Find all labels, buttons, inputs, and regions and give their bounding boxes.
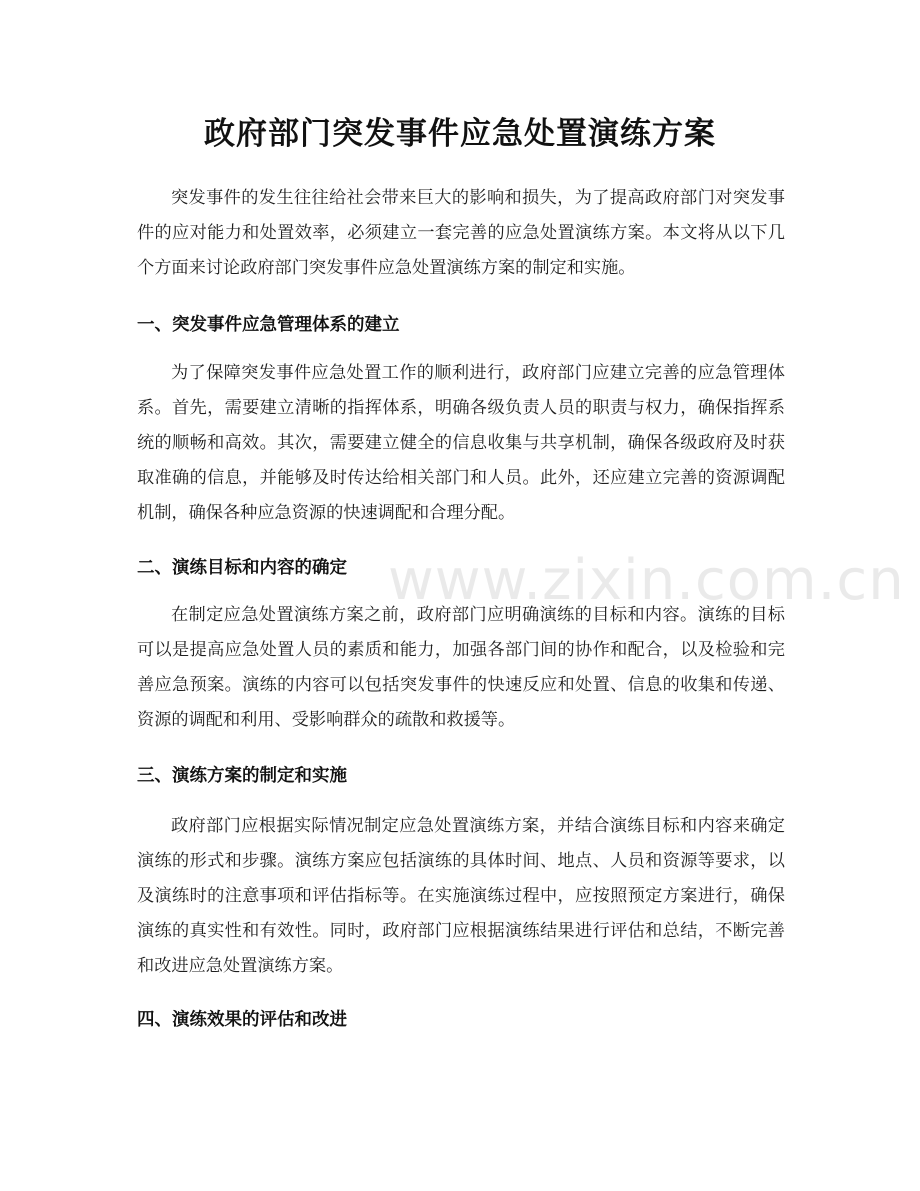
intro-paragraph: 突发事件的发生往往给社会带来巨大的影响和损失，为了提高政府部门对突发事件的应对能力和处置效率，必须建立一套完善的应急处置演练方案。本文将从以下几个方面来讨论政府部门突发事件应急处置演练方案的制定和实施。 bbox=[137, 188, 785, 278]
document-title: 政府部门突发事件应急处置演练方案 bbox=[204, 116, 716, 152]
section-3-body: 政府部门应根据实际情况制定应急处置演练方案，并结合演练目标和内容来确定演练的形式和步骤。演练方案应包括演练的具体时间、地点、人员和资源等要求，以及演练时的注意事项和评估指标等。在实施演练过程中，应按照预定方案进行，确保演练的真实性和有效性。同时，政府部门应根据演练结果进行评估和总结，不断完善和改进应急处置演练方案。 bbox=[137, 816, 785, 976]
section-3-heading: 三、演练方案的制定和实施 bbox=[137, 766, 347, 786]
section-2-body: 在制定应急处置演练方案之前，政府部门应明确演练的目标和内容。演练的目标可以是提高应急处置人员的素质和能力，加强各部门间的协作和配合，以及检验和完善应急预案。演练的内容可以包括突发事件的快速反应和处置、信息的收集和传递、资源的调配和利用、受影响群众的疏散和救援等。 bbox=[137, 605, 785, 730]
watermark: www.zixin.com.cn bbox=[388, 548, 905, 613]
section-1-body: 为了保障突发事件应急处置工作的顺利进行，政府部门应建立完善的应急管理体系。首先，需要建立清晰的指挥体系，明确各级负责人员的职责与权力，确保指挥系统的顺畅和高效。其次，需要建立健全的信息收集与共享机制，确保各级政府及时获取准确的信息，并能够及时传达给相关部门和人员。此外，还应建立完善的资源调配机制，确保各种应急资源的快速调配和合理分配。 bbox=[137, 363, 785, 523]
section-4-heading: 四、演练效果的评估和改进 bbox=[137, 1010, 347, 1030]
section-1-heading: 一、突发事件应急管理体系的建立 bbox=[137, 315, 400, 335]
section-2-heading: 二、演练目标和内容的确定 bbox=[137, 558, 347, 578]
